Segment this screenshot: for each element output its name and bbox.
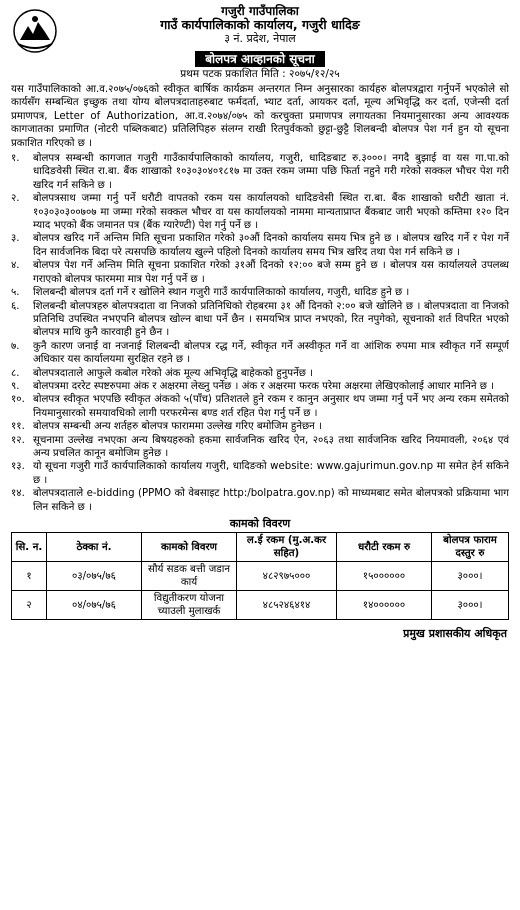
column-header: ल.ई रकम (मु.अ.कर सहित) xyxy=(237,533,337,562)
publish-date: प्रथम पटक प्रकाशित मिति : २०७५/१२/२५ xyxy=(180,68,340,80)
item-number: ५. xyxy=(11,287,20,299)
notice-title: बोलपत्र आव्हानको सूचना xyxy=(195,51,325,67)
item-number: ७. xyxy=(11,340,20,352)
notice-items xyxy=(11,152,509,514)
table-cell: ३०००। xyxy=(432,562,509,591)
table-cell: १४०००००० xyxy=(337,591,432,620)
item-text: बोलपत्रसाथ जम्मा गर्नु पर्ने धरौटी वापतको रकम यस कार्यालयको धादिङवेसी स्थित रा.बा. बैंक शाखाको धरौटी खाता नं. १०३०३०३००७०७ मा जम्मा गरेको सक्कल भौचर वा यस कार्यालयको नाममा मान्यताप्राप्त बैंकबाट जारी भएको कम्तिमा १२० दिन म्याद भएको बैंक जमानत पत्र (बैंक ग्यारेण्टी) पेश गर्नु पर्ने छ । xyxy=(33,193,509,232)
table-cell: ०४/०७५/७६ xyxy=(47,591,142,620)
item-number: २. xyxy=(11,193,20,205)
item-text: बोलपत्र खरिद गर्ने अन्तिम मिति सूचना प्रकाशित गरेको ३०औं दिनको कार्यालय समय भित्र हुने छ । बोलपत्र खरिद गर्ने र पेश गर्ने दिन सार्वजनिक बिदा परे त्यसपछि कार्यालय खुल्ने पहिलो दिनको कार्यालय समय भित्र खरिद तथा पेश गर्न सकिने छ । xyxy=(33,233,509,258)
municipality-name: गजुरी गाउँपालिका xyxy=(221,4,299,18)
table-cell: २ xyxy=(12,591,47,620)
list-item xyxy=(11,232,509,259)
list-item xyxy=(11,380,509,393)
table-cell: १ xyxy=(12,562,47,591)
item-text: बोलपत्रदाताले आफुले कबोल गरेको अंक मूल्य अभिवृद्धि बाहेकको हुनुपर्नेछ । xyxy=(33,367,313,379)
item-text: बोलपत्र पेश गर्ने अन्तिम मिति सूचना प्रकाशित गरेको ३१औं दिनको १२:०० बजे सम्म हुने छ । बोलपत्र यस कार्यालयले उपलब्ध गराएको बोलपत्र फारममा मात्र पेश गर्नु पर्ने छ । xyxy=(33,260,509,285)
item-number: १४. xyxy=(11,488,25,500)
item-number: १०. xyxy=(11,394,25,406)
office-header xyxy=(11,0,509,46)
table-cell: ३०००। xyxy=(432,591,509,620)
column-header: धरौटी रकम रु xyxy=(337,533,432,562)
item-number: ८. xyxy=(11,367,20,379)
intro-paragraph: यस गाउँपालिकाको आ.व.२०७५/०७६को स्वीकृत बार्षिक कार्यक्रम अन्तरगत निम्न अनुसारका कार्यहरु बोलपत्रद्वारा गर्नुपर्ने भएकोले सो कार्यसँग सम्बन्धित इच्छुक तथा योग्य बोलपत्रदाताहरुबाट फर्मदर्ता, भ्याट दर्ता, आयकर दर्ता, मूल्य अभिवृद्धि कर दर्ता, एजेन्सी दर्ता प्रमाणपत्र, Letter of Authorization, आ.व.२०७४/०७५ को करचुक्ता प्रमाणपत्र लगायतका नियमानुसारका अन्य आवश्यक कागजातका प्रमाणित (नोटरी पब्लिकबाट) प्रतिलिपिहरु संलग्न राखी रितपुर्वकको छुट्टा-छुट्टै शिलबन्दी बोलपत्र पेश गर्न हुन यो सूचना प्रकाशित गरिएको छ । xyxy=(11,84,509,149)
list-item xyxy=(11,460,509,487)
list-item xyxy=(11,192,509,232)
list-item xyxy=(11,300,509,340)
column-header: कामको विवरण xyxy=(142,533,237,562)
table-cell: ४८२९७५००० xyxy=(237,562,337,591)
table-cell: ४८५२४६४१४ xyxy=(237,591,337,620)
list-item xyxy=(11,487,509,514)
item-text: यो सूचना गजुरी गाउँ कार्यपालिकाको कार्यालय गजुरी, धादिङको website: www.gajurimun.gov.np मा समेत हेर्न सकिने छ । xyxy=(33,461,509,486)
list-item xyxy=(11,259,509,286)
table-cell: ०३/०७५/७६ xyxy=(47,562,142,591)
list-item xyxy=(11,434,509,461)
item-text: बोलपत्रमा दररेट स्पष्टरुपमा अंक र अक्षरमा लेख्नु पर्नेछ । अंक र अक्षरमा फरक परेमा अक्षरमा लेखिएकोलाई आधार मानिने छ । xyxy=(33,380,494,392)
item-number: १२. xyxy=(11,434,25,446)
column-header: ठेक्का नं. xyxy=(47,533,142,562)
column-header: बोलपत्र फाराम दस्तुर रु xyxy=(432,533,509,562)
item-text: बोलपत्रदाताले e-bidding (PPMO को वेबसाइट http:/bolpatra.gov.np) को माध्यमबाट समेत बोलपत्रको प्रक्रियामा भाग लिन सकिने छ । xyxy=(33,488,509,513)
province-line: ३ नं. प्रदेश, नेपाल xyxy=(224,32,296,45)
item-number: ११. xyxy=(11,421,25,433)
nepal-emblem-icon xyxy=(12,8,58,54)
item-number: ३. xyxy=(11,233,20,245)
list-item xyxy=(11,152,509,192)
item-number: १३. xyxy=(11,461,25,473)
list-item xyxy=(11,286,509,299)
item-text: शिलबन्दी बोलपत्र दर्ता गर्ने र खोलिने स्थान गजुरी गाउँ कार्यपालिकाको कार्यालय, गजुरी, धादिङ हुने छ । xyxy=(33,287,410,299)
column-header: सि. न. xyxy=(12,533,47,562)
work-details-table xyxy=(11,532,509,620)
list-item xyxy=(11,420,509,433)
signatory-title: प्रमुख प्रशासकीय अधिकृत xyxy=(403,627,507,640)
item-text: शिलबन्दी बोलपत्रहरु बोलपत्रदाता वा निजको प्रतिनिधिको रोहबरमा ३१ औं दिनको २:०० बजे खोलिने छ । बोलपत्रदाता वा निजको प्रतिनिधि उपस्थित नभएपनि बोलपत्र खोल्न बाधा पर्ने छैन । समयभित्र प्राप्त नभएको, रित नपुगेको, सूचनाको शर्त विपरित भएको बोलपत्र माथि कुनै कारवाही हुने छैन । xyxy=(33,300,509,339)
item-number: १. xyxy=(11,153,20,165)
item-text: सूचनामा उल्लेख नभएका अन्य बिषयहरुको हकमा सार्वजनिक खरिद ऐन, २०६३ तथा सार्वजनिक खरिद नियमावली, २०६४ एवं अन्य प्रचलित कानून बमोजिम हुनेछ । xyxy=(33,434,509,459)
table-header-row xyxy=(12,533,509,562)
item-text: बोलपत्र स्वीकृत भएपछि स्वीकृत अंकको ५(पाँच) प्रतिशतले हुने रकम र कानुन अनुसार थप जम्मा गर्नु पर्ने भए अन्य रकम समेतको नियमानुसारको समयावधिको लागी परफरमेन्स बण्ड शर्त रहित पेश गर्नु पर्ने छ । xyxy=(33,394,509,419)
table-row xyxy=(12,562,509,591)
item-text: बोलपत्र सम्बन्धी अन्य शर्तहरु बोलपत्र फाराममा उल्लेख गरिए बमोजिम हुनेछन । xyxy=(33,421,322,433)
table-cell: सौर्य सडक बत्ती जडान कार्य xyxy=(142,562,237,591)
item-number: ९. xyxy=(11,380,20,392)
list-item xyxy=(11,393,509,420)
work-details-title: कामको विवरण xyxy=(229,517,291,530)
table-cell: १५०००००० xyxy=(337,562,432,591)
item-text: कुनै कारण जनाई वा नजनाई शिलबन्दी बोलपत्र रद्ध गर्ने, स्वीकृत गर्ने अस्वीकृत गर्ने वा आंशिक रुपमा मात्र स्वीकृत गर्ने सम्पूर्ण अधिकार यस कार्यालयमा सुरक्षित रहने छ । xyxy=(33,340,509,366)
table-row xyxy=(12,591,509,620)
item-number: ४. xyxy=(11,260,20,272)
office-name: गाउँ कार्यपालिकाको कार्यालय, गजुरी धादिङ xyxy=(160,17,360,32)
table-cell: विद्युतीकरण योजना च्याउली मुलाखर्क xyxy=(142,591,237,620)
item-number: ६. xyxy=(11,300,20,312)
list-item xyxy=(11,367,509,380)
list-item xyxy=(11,340,509,367)
item-text: बोलपत्र सम्बन्धी कागजात गजुरी गाउँकार्यपालिकाको कार्यालय, गजुरी, धादिङबाट रु.३०००। नगदै बुझाई वा यस गा.पा.को धादिङवेसी स्थित रा.बा. बैंक शाखाको १०३०३०४०१८१७ मा उक्त रकम जम्मा पछि फिर्ता नहुने गरी गरेको सक्कल भौचर पेश गरी खरिद गर्न सकिने छ । xyxy=(33,153,509,191)
